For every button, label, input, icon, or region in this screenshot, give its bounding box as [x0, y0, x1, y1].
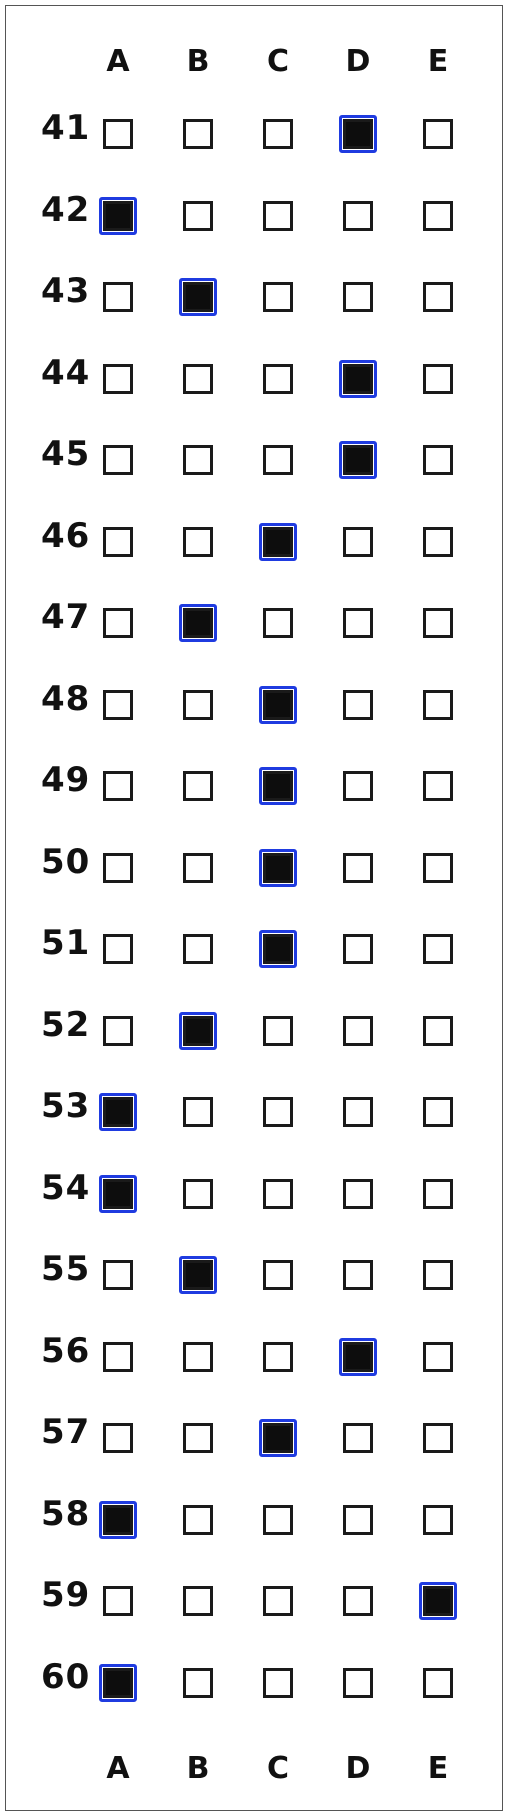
question-row-52 — [6, 1004, 504, 1078]
question-number: 58 — [41, 1493, 91, 1534]
bubble-57-d[interactable] — [343, 1423, 373, 1453]
bubble-54-d[interactable] — [343, 1179, 373, 1209]
question-number: 53 — [41, 1086, 91, 1126]
bubble-54-b[interactable] — [183, 1179, 213, 1209]
column-header-bottom-label-e: E — [427, 1751, 449, 1786]
bubble-45-b[interactable] — [183, 445, 213, 475]
bubble-49-b[interactable] — [183, 771, 213, 801]
bubble-59-b[interactable] — [183, 1586, 213, 1616]
bubble-46-d[interactable] — [343, 527, 373, 557]
question-row-49 — [6, 760, 504, 833]
bubble-42-a[interactable] — [103, 201, 133, 231]
bubble-50-b[interactable] — [183, 853, 213, 883]
bubble-41-b[interactable] — [183, 119, 213, 149]
bubble-59-d[interactable] — [343, 1586, 373, 1616]
bubble-49-c[interactable] — [263, 771, 293, 801]
question-row-57 — [6, 1412, 504, 1485]
bubble-48-a[interactable] — [103, 690, 133, 720]
column-header-top-label-e: E — [427, 44, 449, 79]
column-header-bottom-label-a: A — [106, 1751, 130, 1786]
column-header-bottom-label-b: B — [186, 1751, 210, 1786]
column-header-top-label-c: C — [266, 44, 290, 79]
bubble-49-a[interactable] — [103, 771, 133, 801]
bubble-52-e[interactable] — [423, 1016, 453, 1046]
bubble-55-c[interactable] — [263, 1260, 293, 1290]
bubble-44-b[interactable] — [183, 364, 213, 394]
bubble-43-d[interactable] — [343, 282, 373, 312]
bubble-50-e[interactable] — [423, 853, 453, 883]
bubble-42-b[interactable] — [183, 201, 213, 231]
bubble-51-b[interactable] — [183, 934, 213, 964]
question-row-41 — [6, 108, 504, 181]
bubble-56-b[interactable] — [183, 1342, 213, 1372]
bubble-50-d[interactable] — [343, 853, 373, 883]
bubble-55-b[interactable] — [183, 1260, 213, 1290]
bubble-43-a[interactable] — [103, 282, 133, 312]
bubble-50-a[interactable] — [103, 853, 133, 883]
bubble-44-a[interactable] — [103, 364, 133, 394]
bubble-54-a[interactable] — [103, 1179, 133, 1209]
bubble-48-c[interactable] — [263, 690, 293, 720]
bubble-58-e[interactable] — [423, 1505, 453, 1535]
bubble-43-e[interactable] — [423, 282, 453, 312]
bubble-53-b[interactable] — [183, 1097, 213, 1127]
bubble-55-d[interactable] — [343, 1260, 373, 1290]
bubble-50-c[interactable] — [263, 853, 293, 883]
question-row-45 — [6, 434, 504, 507]
question-row-60 — [6, 1656, 504, 1730]
bubble-42-d[interactable] — [343, 201, 373, 231]
question-row-58 — [6, 1493, 504, 1567]
bubble-47-d[interactable] — [343, 608, 373, 638]
bubble-47-b[interactable] — [183, 608, 213, 638]
question-number: 54 — [41, 1167, 91, 1208]
bubble-57-e[interactable] — [423, 1423, 453, 1453]
question-row-51 — [6, 923, 504, 996]
bubble-53-c[interactable] — [263, 1097, 293, 1127]
bubble-41-a[interactable] — [103, 119, 133, 149]
bubble-47-c[interactable] — [263, 608, 293, 638]
question-row-56 — [6, 1330, 504, 1404]
question-number: 57 — [41, 1412, 91, 1452]
question-row-42 — [6, 189, 504, 263]
bubble-46-a[interactable] — [103, 527, 133, 557]
question-number: 43 — [41, 271, 91, 311]
bubble-48-e[interactable] — [423, 690, 453, 720]
bubble-41-d[interactable] — [343, 119, 373, 149]
question-row-53 — [6, 1086, 504, 1159]
question-number: 49 — [41, 760, 91, 800]
bubble-49-d[interactable] — [343, 771, 373, 801]
question-number: 48 — [41, 678, 91, 719]
bubble-47-a[interactable] — [103, 608, 133, 638]
bubble-57-b[interactable] — [183, 1423, 213, 1453]
question-number: 50 — [41, 841, 91, 882]
question-number: 56 — [41, 1330, 91, 1371]
bubble-58-d[interactable] — [343, 1505, 373, 1535]
bubble-51-e[interactable] — [423, 934, 453, 964]
bubble-43-b[interactable] — [183, 282, 213, 312]
bubble-48-b[interactable] — [183, 690, 213, 720]
question-number: 47 — [41, 597, 91, 637]
bubble-59-a[interactable] — [103, 1586, 133, 1616]
question-number: 52 — [41, 1004, 91, 1045]
bubble-45-c[interactable] — [263, 445, 293, 475]
bubble-56-a[interactable] — [103, 1342, 133, 1372]
bubble-59-c[interactable] — [263, 1586, 293, 1616]
question-row-54 — [6, 1167, 504, 1241]
bubble-57-c[interactable] — [263, 1423, 293, 1453]
bubble-60-a[interactable] — [103, 1668, 133, 1698]
answer-sheet — [5, 5, 503, 1811]
bubble-55-a[interactable] — [103, 1260, 133, 1290]
bubble-43-c[interactable] — [263, 282, 293, 312]
bubble-58-b[interactable] — [183, 1505, 213, 1535]
bubble-52-b[interactable] — [183, 1016, 213, 1046]
bubble-51-c[interactable] — [263, 934, 293, 964]
bubble-54-e[interactable] — [423, 1179, 453, 1209]
bubble-60-c[interactable] — [263, 1668, 293, 1698]
bubble-51-a[interactable] — [103, 934, 133, 964]
bubble-56-e[interactable] — [423, 1342, 453, 1372]
column-header-bottom-label-d: D — [345, 1751, 371, 1786]
bubble-44-e[interactable] — [423, 364, 453, 394]
bubble-41-c[interactable] — [263, 119, 293, 149]
bubble-51-d[interactable] — [343, 934, 373, 964]
question-number: 46 — [41, 515, 91, 556]
bubble-44-c[interactable] — [263, 364, 293, 394]
bubble-58-a[interactable] — [103, 1505, 133, 1535]
bubble-46-e[interactable] — [423, 527, 453, 557]
bubble-52-c[interactable] — [263, 1016, 293, 1046]
bubble-60-b[interactable] — [183, 1668, 213, 1698]
question-row-43 — [6, 271, 504, 344]
bubble-59-e[interactable] — [423, 1586, 453, 1616]
bubble-60-e[interactable] — [423, 1668, 453, 1698]
question-row-50 — [6, 841, 504, 915]
bubble-46-c[interactable] — [263, 527, 293, 557]
question-row-47 — [6, 597, 504, 670]
bubble-46-b[interactable] — [183, 527, 213, 557]
bubble-47-e[interactable] — [423, 608, 453, 638]
bubble-54-c[interactable] — [263, 1179, 293, 1209]
bubble-52-d[interactable] — [343, 1016, 373, 1046]
bubble-53-e[interactable] — [423, 1097, 453, 1127]
bubble-45-e[interactable] — [423, 445, 453, 475]
bubble-45-a[interactable] — [103, 445, 133, 475]
bubble-44-d[interactable] — [343, 364, 373, 394]
bubble-60-d[interactable] — [343, 1668, 373, 1698]
question-number: 59 — [41, 1575, 91, 1615]
question-row-44 — [6, 352, 504, 426]
column-header-bottom-label-c: C — [266, 1751, 290, 1786]
column-header-top-label-b: B — [186, 44, 210, 79]
question-row-59 — [6, 1575, 504, 1648]
bubble-58-c[interactable] — [263, 1505, 293, 1535]
bubble-55-e[interactable] — [423, 1260, 453, 1290]
bubble-48-d[interactable] — [343, 690, 373, 720]
question-number: 41 — [41, 108, 91, 148]
question-number: 60 — [41, 1656, 91, 1697]
question-row-48 — [6, 678, 504, 752]
bubble-53-a[interactable] — [103, 1097, 133, 1127]
question-number: 51 — [41, 923, 91, 963]
bubble-45-d[interactable] — [343, 445, 373, 475]
question-row-46 — [6, 515, 504, 589]
bubble-53-d[interactable] — [343, 1097, 373, 1127]
bubble-42-c[interactable] — [263, 201, 293, 231]
question-number: 55 — [41, 1249, 91, 1289]
question-row-55 — [6, 1249, 504, 1322]
column-header-top-label-d: D — [345, 44, 371, 79]
bubble-49-e[interactable] — [423, 771, 453, 801]
bubble-57-a[interactable] — [103, 1423, 133, 1453]
question-number: 42 — [41, 189, 91, 230]
column-header-top-label-a: A — [106, 44, 130, 79]
bubble-52-a[interactable] — [103, 1016, 133, 1046]
bubble-56-c[interactable] — [263, 1342, 293, 1372]
bubble-56-d[interactable] — [343, 1342, 373, 1372]
question-number: 45 — [41, 434, 91, 474]
question-number: 44 — [41, 352, 91, 393]
bubble-42-e[interactable] — [423, 201, 453, 231]
bubble-41-e[interactable] — [423, 119, 453, 149]
